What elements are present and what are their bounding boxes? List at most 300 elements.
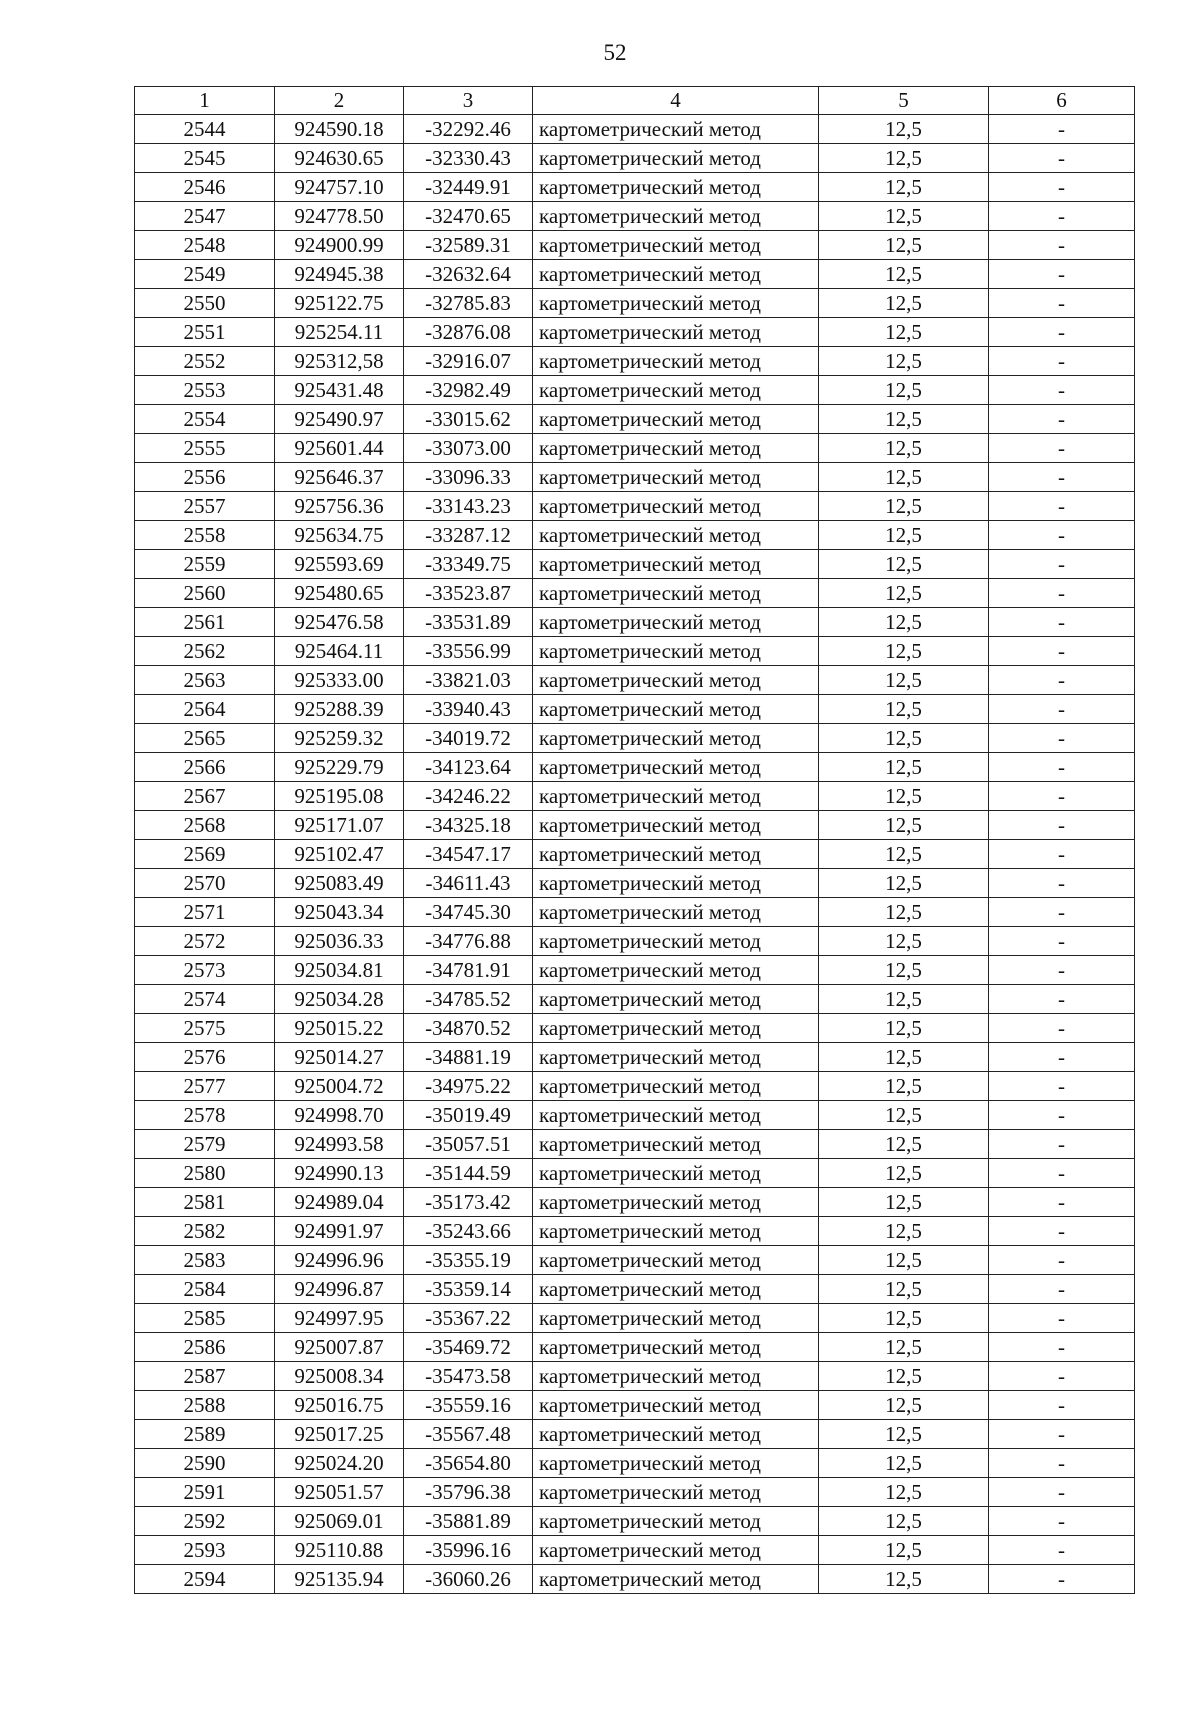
x-coordinate-cell: 924990.13 (275, 1159, 404, 1188)
note-cell: - (989, 869, 1135, 898)
y-coordinate-cell: -33940.43 (404, 695, 533, 724)
note-cell: - (989, 144, 1135, 173)
method-cell: картометрический метод (533, 1188, 819, 1217)
y-coordinate-cell: -34547.17 (404, 840, 533, 869)
point-number-cell: 2566 (135, 753, 275, 782)
method-cell: картометрический метод (533, 1478, 819, 1507)
table-row (135, 753, 1135, 782)
note-cell: - (989, 666, 1135, 695)
table-row (135, 724, 1135, 753)
method-cell: картометрический метод (533, 463, 819, 492)
note-cell: - (989, 1043, 1135, 1072)
accuracy-cell: 12,5 (819, 608, 989, 637)
accuracy-cell: 12,5 (819, 1420, 989, 1449)
x-coordinate-cell: 924757.10 (275, 173, 404, 202)
table-row (135, 376, 1135, 405)
column-header: 2 (275, 87, 404, 115)
table-row (135, 1014, 1135, 1043)
note-cell: - (989, 956, 1135, 985)
note-cell: - (989, 811, 1135, 840)
method-cell: картометрический метод (533, 289, 819, 318)
point-number-cell: 2581 (135, 1188, 275, 1217)
table-row (135, 1449, 1135, 1478)
point-number-cell: 2550 (135, 289, 275, 318)
column-header: 4 (533, 87, 819, 115)
y-coordinate-cell: -34870.52 (404, 1014, 533, 1043)
note-cell: - (989, 1478, 1135, 1507)
note-cell: - (989, 376, 1135, 405)
accuracy-cell: 12,5 (819, 550, 989, 579)
method-cell: картометрический метод (533, 405, 819, 434)
note-cell: - (989, 521, 1135, 550)
note-cell: - (989, 1014, 1135, 1043)
y-coordinate-cell: -35367.22 (404, 1304, 533, 1333)
y-coordinate-cell: -35057.51 (404, 1130, 533, 1159)
table-row (135, 463, 1135, 492)
point-number-cell: 2585 (135, 1304, 275, 1333)
accuracy-cell: 12,5 (819, 1565, 989, 1594)
y-coordinate-cell: -33556.99 (404, 637, 533, 666)
note-cell: - (989, 724, 1135, 753)
point-number-cell: 2568 (135, 811, 275, 840)
accuracy-cell: 12,5 (819, 840, 989, 869)
table-row (135, 1043, 1135, 1072)
table-row (135, 1333, 1135, 1362)
accuracy-cell: 12,5 (819, 1449, 989, 1478)
method-cell: картометрический метод (533, 927, 819, 956)
y-coordinate-cell: -35355.19 (404, 1246, 533, 1275)
table-row (135, 434, 1135, 463)
note-cell: - (989, 1362, 1135, 1391)
x-coordinate-cell: 924778.50 (275, 202, 404, 231)
accuracy-cell: 12,5 (819, 115, 989, 144)
y-coordinate-cell: -33015.62 (404, 405, 533, 434)
note-cell: - (989, 318, 1135, 347)
accuracy-cell: 12,5 (819, 1101, 989, 1130)
table-row (135, 260, 1135, 289)
accuracy-cell: 12,5 (819, 405, 989, 434)
note-cell: - (989, 1449, 1135, 1478)
x-coordinate-cell: 925259.32 (275, 724, 404, 753)
x-coordinate-cell: 925015.22 (275, 1014, 404, 1043)
x-coordinate-cell: 925034.81 (275, 956, 404, 985)
y-coordinate-cell: -32785.83 (404, 289, 533, 318)
point-number-cell: 2586 (135, 1333, 275, 1362)
y-coordinate-cell: -32470.65 (404, 202, 533, 231)
point-number-cell: 2592 (135, 1507, 275, 1536)
x-coordinate-cell: 924900.99 (275, 231, 404, 260)
accuracy-cell: 12,5 (819, 782, 989, 811)
y-coordinate-cell: -32916.07 (404, 347, 533, 376)
method-cell: картометрический метод (533, 1101, 819, 1130)
accuracy-cell: 12,5 (819, 869, 989, 898)
y-coordinate-cell: -34881.19 (404, 1043, 533, 1072)
x-coordinate-cell: 925122.75 (275, 289, 404, 318)
x-coordinate-cell: 924998.70 (275, 1101, 404, 1130)
table-row (135, 318, 1135, 347)
accuracy-cell: 12,5 (819, 318, 989, 347)
note-cell: - (989, 927, 1135, 956)
column-header: 6 (989, 87, 1135, 115)
accuracy-cell: 12,5 (819, 1333, 989, 1362)
point-number-cell: 2588 (135, 1391, 275, 1420)
accuracy-cell: 12,5 (819, 1275, 989, 1304)
table-row (135, 521, 1135, 550)
point-number-cell: 2567 (135, 782, 275, 811)
note-cell: - (989, 434, 1135, 463)
point-number-cell: 2576 (135, 1043, 275, 1072)
y-coordinate-cell: -34975.22 (404, 1072, 533, 1101)
accuracy-cell: 12,5 (819, 1391, 989, 1420)
method-cell: картометрический метод (533, 695, 819, 724)
point-number-cell: 2577 (135, 1072, 275, 1101)
note-cell: - (989, 898, 1135, 927)
note-cell: - (989, 463, 1135, 492)
method-cell: картометрический метод (533, 1507, 819, 1536)
point-number-cell: 2572 (135, 927, 275, 956)
method-cell: картометрический метод (533, 1565, 819, 1594)
y-coordinate-cell: -36060.26 (404, 1565, 533, 1594)
y-coordinate-cell: -32589.31 (404, 231, 533, 260)
x-coordinate-cell: 925756.36 (275, 492, 404, 521)
method-cell: картометрический метод (533, 347, 819, 376)
accuracy-cell: 12,5 (819, 956, 989, 985)
table-row (135, 1159, 1135, 1188)
y-coordinate-cell: -32632.64 (404, 260, 533, 289)
point-number-cell: 2544 (135, 115, 275, 144)
x-coordinate-cell: 925480.65 (275, 579, 404, 608)
method-cell: картометрический метод (533, 1275, 819, 1304)
x-coordinate-cell: 925016.75 (275, 1391, 404, 1420)
column-header: 1 (135, 87, 275, 115)
point-number-cell: 2570 (135, 869, 275, 898)
method-cell: картометрический метод (533, 1391, 819, 1420)
table-body (135, 115, 1135, 1594)
column-header: 3 (404, 87, 533, 115)
point-number-cell: 2578 (135, 1101, 275, 1130)
method-cell: картометрический метод (533, 782, 819, 811)
note-cell: - (989, 579, 1135, 608)
note-cell: - (989, 1159, 1135, 1188)
note-cell: - (989, 608, 1135, 637)
x-coordinate-cell: 925007.87 (275, 1333, 404, 1362)
note-cell: - (989, 1536, 1135, 1565)
y-coordinate-cell: -34019.72 (404, 724, 533, 753)
method-cell: картометрический метод (533, 550, 819, 579)
y-coordinate-cell: -32292.46 (404, 115, 533, 144)
table-row (135, 840, 1135, 869)
y-coordinate-cell: -35473.58 (404, 1362, 533, 1391)
table-row (135, 637, 1135, 666)
note-cell: - (989, 840, 1135, 869)
table-row (135, 579, 1135, 608)
y-coordinate-cell: -33143.23 (404, 492, 533, 521)
x-coordinate-cell: 924997.95 (275, 1304, 404, 1333)
x-coordinate-cell: 924996.87 (275, 1275, 404, 1304)
method-cell: картометрический метод (533, 1014, 819, 1043)
x-coordinate-cell: 925464.11 (275, 637, 404, 666)
accuracy-cell: 12,5 (819, 753, 989, 782)
x-coordinate-cell: 924630.65 (275, 144, 404, 173)
x-coordinate-cell: 924991.97 (275, 1217, 404, 1246)
note-cell: - (989, 1246, 1135, 1275)
y-coordinate-cell: -35559.16 (404, 1391, 533, 1420)
point-number-cell: 2562 (135, 637, 275, 666)
y-coordinate-cell: -35019.49 (404, 1101, 533, 1130)
point-number-cell: 2558 (135, 521, 275, 550)
y-coordinate-cell: -33531.89 (404, 608, 533, 637)
y-coordinate-cell: -33073.00 (404, 434, 533, 463)
note-cell: - (989, 1507, 1135, 1536)
accuracy-cell: 12,5 (819, 1536, 989, 1565)
x-coordinate-cell: 925333.00 (275, 666, 404, 695)
table-row (135, 1565, 1135, 1594)
point-number-cell: 2569 (135, 840, 275, 869)
coordinates-table (134, 86, 1135, 1594)
note-cell: - (989, 231, 1135, 260)
method-cell: картометрический метод (533, 115, 819, 144)
table-row (135, 1362, 1135, 1391)
y-coordinate-cell: -33349.75 (404, 550, 533, 579)
table-row (135, 1275, 1135, 1304)
x-coordinate-cell: 925490.97 (275, 405, 404, 434)
table-row (135, 1101, 1135, 1130)
method-cell: картометрический метод (533, 1420, 819, 1449)
y-coordinate-cell: -34781.91 (404, 956, 533, 985)
y-coordinate-cell: -33096.33 (404, 463, 533, 492)
x-coordinate-cell: 925646.37 (275, 463, 404, 492)
accuracy-cell: 12,5 (819, 521, 989, 550)
accuracy-cell: 12,5 (819, 289, 989, 318)
point-number-cell: 2563 (135, 666, 275, 695)
x-coordinate-cell: 925014.27 (275, 1043, 404, 1072)
x-coordinate-cell: 925036.33 (275, 927, 404, 956)
table-row (135, 1217, 1135, 1246)
y-coordinate-cell: -34325.18 (404, 811, 533, 840)
x-coordinate-cell: 924996.96 (275, 1246, 404, 1275)
table-row (135, 550, 1135, 579)
x-coordinate-cell: 925593.69 (275, 550, 404, 579)
header-row (135, 87, 1135, 115)
point-number-cell: 2573 (135, 956, 275, 985)
table-row (135, 289, 1135, 318)
note-cell: - (989, 1101, 1135, 1130)
table-row (135, 782, 1135, 811)
method-cell: картометрический метод (533, 1362, 819, 1391)
method-cell: картометрический метод (533, 260, 819, 289)
y-coordinate-cell: -34123.64 (404, 753, 533, 782)
accuracy-cell: 12,5 (819, 1246, 989, 1275)
y-coordinate-cell: -35144.59 (404, 1159, 533, 1188)
x-coordinate-cell: 925229.79 (275, 753, 404, 782)
table-row (135, 347, 1135, 376)
point-number-cell: 2552 (135, 347, 275, 376)
accuracy-cell: 12,5 (819, 579, 989, 608)
accuracy-cell: 12,5 (819, 492, 989, 521)
accuracy-cell: 12,5 (819, 1072, 989, 1101)
table-row (135, 1130, 1135, 1159)
method-cell: картометрический метод (533, 376, 819, 405)
x-coordinate-cell: 925634.75 (275, 521, 404, 550)
page-number: 52 (603, 40, 627, 65)
method-cell: картометрический метод (533, 1130, 819, 1159)
note-cell: - (989, 1275, 1135, 1304)
column-header: 5 (819, 87, 989, 115)
accuracy-cell: 12,5 (819, 927, 989, 956)
table-row (135, 1304, 1135, 1333)
point-number-cell: 2555 (135, 434, 275, 463)
note-cell: - (989, 1333, 1135, 1362)
note-cell: - (989, 1304, 1135, 1333)
method-cell: картометрический метод (533, 956, 819, 985)
x-coordinate-cell: 925017.25 (275, 1420, 404, 1449)
x-coordinate-cell: 925431.48 (275, 376, 404, 405)
y-coordinate-cell: -35359.14 (404, 1275, 533, 1304)
table-row (135, 1478, 1135, 1507)
note-cell: - (989, 637, 1135, 666)
method-cell: картометрический метод (533, 579, 819, 608)
y-coordinate-cell: -35881.89 (404, 1507, 533, 1536)
accuracy-cell: 12,5 (819, 1217, 989, 1246)
accuracy-cell: 12,5 (819, 1478, 989, 1507)
x-coordinate-cell: 925034.28 (275, 985, 404, 1014)
x-coordinate-cell: 925476.58 (275, 608, 404, 637)
y-coordinate-cell: -33821.03 (404, 666, 533, 695)
x-coordinate-cell: 925195.08 (275, 782, 404, 811)
y-coordinate-cell: -34785.52 (404, 985, 533, 1014)
method-cell: картометрический метод (533, 144, 819, 173)
table-row (135, 985, 1135, 1014)
method-cell: картометрический метод (533, 202, 819, 231)
point-number-cell: 2561 (135, 608, 275, 637)
accuracy-cell: 12,5 (819, 173, 989, 202)
point-number-cell: 2545 (135, 144, 275, 173)
point-number-cell: 2593 (135, 1536, 275, 1565)
note-cell: - (989, 1420, 1135, 1449)
note-cell: - (989, 1072, 1135, 1101)
y-coordinate-cell: -35567.48 (404, 1420, 533, 1449)
note-cell: - (989, 260, 1135, 289)
accuracy-cell: 12,5 (819, 1159, 989, 1188)
method-cell: картометрический метод (533, 1449, 819, 1478)
point-number-cell: 2591 (135, 1478, 275, 1507)
method-cell: картометрический метод (533, 724, 819, 753)
x-coordinate-cell: 924993.58 (275, 1130, 404, 1159)
note-cell: - (989, 405, 1135, 434)
accuracy-cell: 12,5 (819, 347, 989, 376)
method-cell: картометрический метод (533, 1246, 819, 1275)
method-cell: картометрический метод (533, 173, 819, 202)
method-cell: картометрический метод (533, 637, 819, 666)
y-coordinate-cell: -33287.12 (404, 521, 533, 550)
point-number-cell: 2571 (135, 898, 275, 927)
method-cell: картометрический метод (533, 1333, 819, 1362)
point-number-cell: 2594 (135, 1565, 275, 1594)
point-number-cell: 2557 (135, 492, 275, 521)
y-coordinate-cell: -33523.87 (404, 579, 533, 608)
note-cell: - (989, 202, 1135, 231)
accuracy-cell: 12,5 (819, 1014, 989, 1043)
note-cell: - (989, 550, 1135, 579)
table-row (135, 1188, 1135, 1217)
table-row (135, 173, 1135, 202)
method-cell: картометрический метод (533, 898, 819, 927)
accuracy-cell: 12,5 (819, 666, 989, 695)
method-cell: картометрический метод (533, 521, 819, 550)
accuracy-cell: 12,5 (819, 1130, 989, 1159)
note-cell: - (989, 1188, 1135, 1217)
method-cell: картометрический метод (533, 1217, 819, 1246)
y-coordinate-cell: -32449.91 (404, 173, 533, 202)
method-cell: картометрический метод (533, 434, 819, 463)
x-coordinate-cell: 925051.57 (275, 1478, 404, 1507)
accuracy-cell: 12,5 (819, 376, 989, 405)
x-coordinate-cell: 925102.47 (275, 840, 404, 869)
note-cell: - (989, 985, 1135, 1014)
table-row (135, 492, 1135, 521)
accuracy-cell: 12,5 (819, 724, 989, 753)
accuracy-cell: 12,5 (819, 1043, 989, 1072)
x-coordinate-cell: 924945.38 (275, 260, 404, 289)
method-cell: картометрический метод (533, 666, 819, 695)
accuracy-cell: 12,5 (819, 144, 989, 173)
y-coordinate-cell: -35654.80 (404, 1449, 533, 1478)
table-row (135, 1507, 1135, 1536)
y-coordinate-cell: -34246.22 (404, 782, 533, 811)
table-row (135, 1391, 1135, 1420)
note-cell: - (989, 1217, 1135, 1246)
accuracy-cell: 12,5 (819, 434, 989, 463)
point-number-cell: 2549 (135, 260, 275, 289)
y-coordinate-cell: -34745.30 (404, 898, 533, 927)
accuracy-cell: 12,5 (819, 1188, 989, 1217)
accuracy-cell: 12,5 (819, 463, 989, 492)
point-number-cell: 2551 (135, 318, 275, 347)
x-coordinate-cell: 924590.18 (275, 115, 404, 144)
method-cell: картометрический метод (533, 231, 819, 260)
table-row (135, 695, 1135, 724)
method-cell: картометрический метод (533, 1536, 819, 1565)
table-row (135, 898, 1135, 927)
table-row (135, 405, 1135, 434)
y-coordinate-cell: -32876.08 (404, 318, 533, 347)
point-number-cell: 2582 (135, 1217, 275, 1246)
point-number-cell: 2584 (135, 1275, 275, 1304)
method-cell: картометрический метод (533, 1072, 819, 1101)
table-row (135, 1072, 1135, 1101)
table-row (135, 608, 1135, 637)
x-coordinate-cell: 925008.34 (275, 1362, 404, 1391)
method-cell: картометрический метод (533, 1304, 819, 1333)
note-cell: - (989, 753, 1135, 782)
point-number-cell: 2583 (135, 1246, 275, 1275)
table-row (135, 956, 1135, 985)
accuracy-cell: 12,5 (819, 260, 989, 289)
x-coordinate-cell: 925110.88 (275, 1536, 404, 1565)
method-cell: картометрический метод (533, 985, 819, 1014)
table-row (135, 115, 1135, 144)
point-number-cell: 2547 (135, 202, 275, 231)
note-cell: - (989, 782, 1135, 811)
method-cell: картометрический метод (533, 492, 819, 521)
y-coordinate-cell: -34776.88 (404, 927, 533, 956)
method-cell: картометрический метод (533, 318, 819, 347)
y-coordinate-cell: -32330.43 (404, 144, 533, 173)
accuracy-cell: 12,5 (819, 1304, 989, 1333)
x-coordinate-cell: 925601.44 (275, 434, 404, 463)
accuracy-cell: 12,5 (819, 695, 989, 724)
point-number-cell: 2556 (135, 463, 275, 492)
